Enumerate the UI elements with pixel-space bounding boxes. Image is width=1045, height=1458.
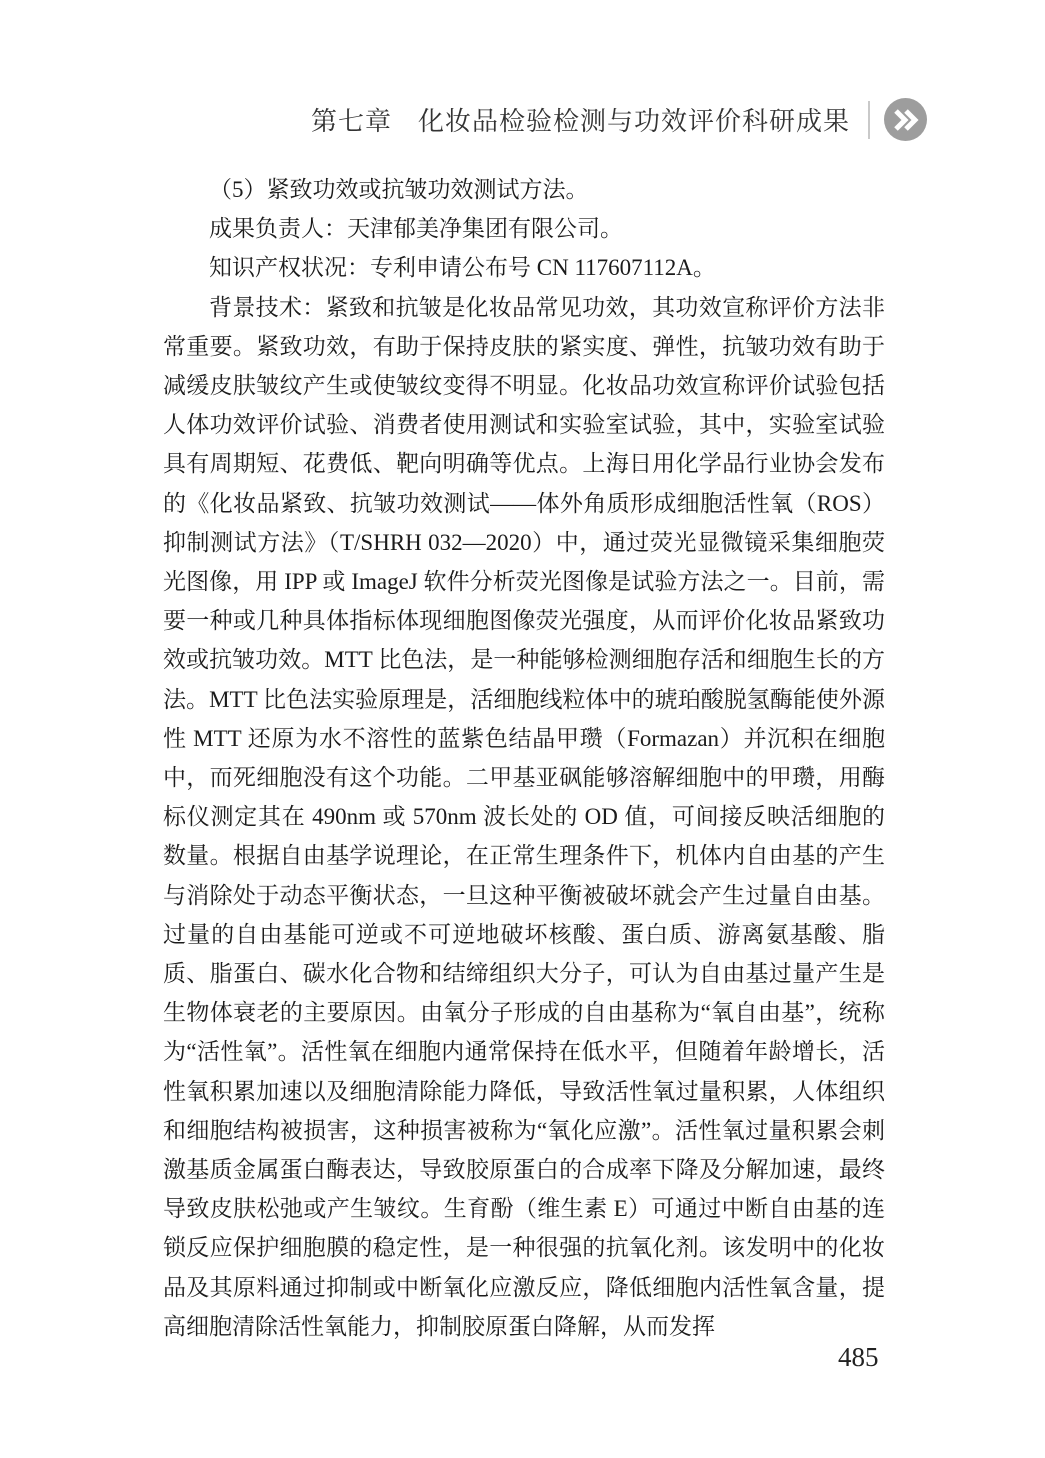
double-chevron-right-icon (884, 98, 927, 141)
chapter-heading (311, 101, 850, 138)
chapter-title: 化妆品检验检测与功效评价科研成果 (417, 106, 850, 136)
header-divider (868, 101, 870, 139)
paragraph-owner: 成果负责人：天津郁美净集团有限公司。 (209, 216, 623, 242)
paragraph-ip-status: 知识产权状况：专利申请公布号 CN 117607112A。 (209, 255, 716, 281)
chapter-number: 第七章 (310, 106, 392, 136)
page-header (311, 98, 927, 141)
paragraph-method-title: （5）紧致功效或抗皱功效测试方法。 (209, 177, 589, 202)
paragraph-background: 背景技术：紧致和抗皱是化妆品常见功效，其功效宣称评价方法非常重要。紧致功效，有助于保持皮肤的紧实度、弹性，抗皱功效有助于减缓皮肤皱纹产生或使皱纹变得不明显。化妆品功效宣称评价试验包括人体功效评价试验、消费者使用测试和实验室试验，其中，实验室试验具有周期短、花费低、靶向明确等优点。上海日用化学品行业协会发布的《化妆品紧致、抗皱功效测试——体外角质形成细胞活性氧（ROS）抑制测试方法》（T/SHRH 032—2020）中，通过荧光显微镜采集细胞荧光图像，用 IPP 或 ImageJ 软件分析荧光图像是试验方法之一。目前，需要一种或几种具体指标体现细胞图像荧光强度，从而评价化妆品紧致功效或抗皱功效。MTT 比色法，是一种能够检测细胞存活和细胞生长的方法。MTT 比色法实验原理是，活细胞线粒体中的琥珀酸脱氢酶能使外源性 MTT 还原为水不溶性的蓝紫色结晶甲瓒（Formazan）并沉积在细胞中，而死细胞没有这个功能。二甲基亚砜能够溶解细胞中的甲瓒，用酶标仪测定其在 490nm 或 570nm 波长处的 OD 值，可间接反映活细胞的数量。根据自由基学说理论，在正常生理条件下，机体内自由基的产生与消除处于动态平衡状态，一旦这种平衡被破坏就会产生过量自由基。过量的自由基能可逆或不可逆地破坏核酸、蛋白质、游离氨基酸、脂质、脂蛋白、碳水化合物和结缔组织大分子，可认为自由基过量产生是生物体衰老的主要原因。由氧分子形成的自由基称为“氧自由基”，统称为“活性氧”。活性氧在细胞内通常保持在低水平，但随着年龄增长，活性氧积累加速以及细胞清除能力降低，导致活性氧过量积累，人体组织和细胞结构被损害，这种损害被称为“氧化应激”。活性氧过量积累会刺激基质金属蛋白酶表达，导致胶原蛋白的合成率下降及分解加速，最终导致皮肤松弛或产生皱纹。生育酚（维生素 E）可通过中断自由基的连锁反应保护细胞膜的稳定性，是一种很强的抗氧化剂。该发明中的化妆品及其原料通过抑制或中断氧化应激反应，降低细胞内活性氧含量，提高细胞清除活性氧能力，抑制胶原蛋白降解，从而发挥 (163, 294, 885, 1339)
page-body (163, 170, 885, 1346)
page-number: 485 (838, 1342, 879, 1372)
